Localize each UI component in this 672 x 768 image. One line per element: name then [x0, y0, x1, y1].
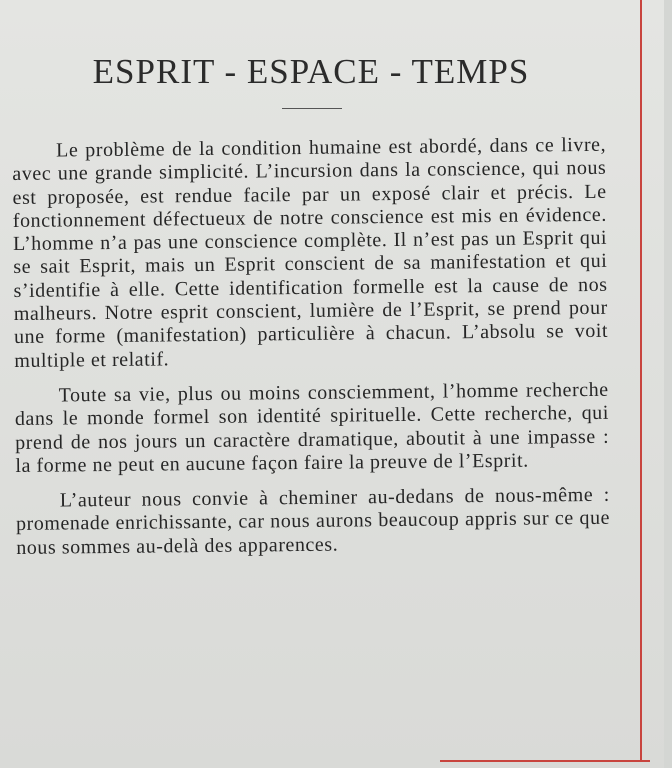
body-text — [12, 134, 610, 560]
paragraph-1: Le problème de la condition humaine est abordé, dans ce livre, avec une grande simplicité. L’incursion dans la conscience, qui nous est proposée, est rendue facile par un exposé clair et précis. Le fonctionnement défectueux de notre conscience est mis en évidence. L’homme n’a pas une conscience complète. Il n’est pas un Esprit qui se sait Esprit, mais un Esprit conscient de sa manifestation et qui s’identifie à elle. Cette identification formelle est la cause de nos malheurs. Notre esprit conscient, lumière de l’Esprit, se prend pour une forme (manifestation) particulière à chacun. L’absolu se voit multiple et relatif. — [12, 133, 609, 372]
title-divider — [282, 108, 342, 109]
red-bottom-rule — [440, 760, 650, 762]
red-margin-rule — [640, 0, 642, 762]
paragraph-3: L’auteur nous convie à cheminer au-dedans de nous-même : promenade enrichissante, car nous aurons beaucoup appris sur ce que nous sommes au-delà des apparences. — [15, 483, 611, 559]
paragraph-2: Toute sa vie, plus ou moins consciemment, l’homme recherche dans le monde formel son identité spirituelle. Cette recherche, qui prend de nos jours un caractère dramatique, aboutit à une impasse : la forme ne peut en aucune façon faire la preuve de l’Esprit. — [14, 378, 610, 477]
page-title: ESPRIT - ESPACE - TEMPS — [92, 52, 530, 91]
